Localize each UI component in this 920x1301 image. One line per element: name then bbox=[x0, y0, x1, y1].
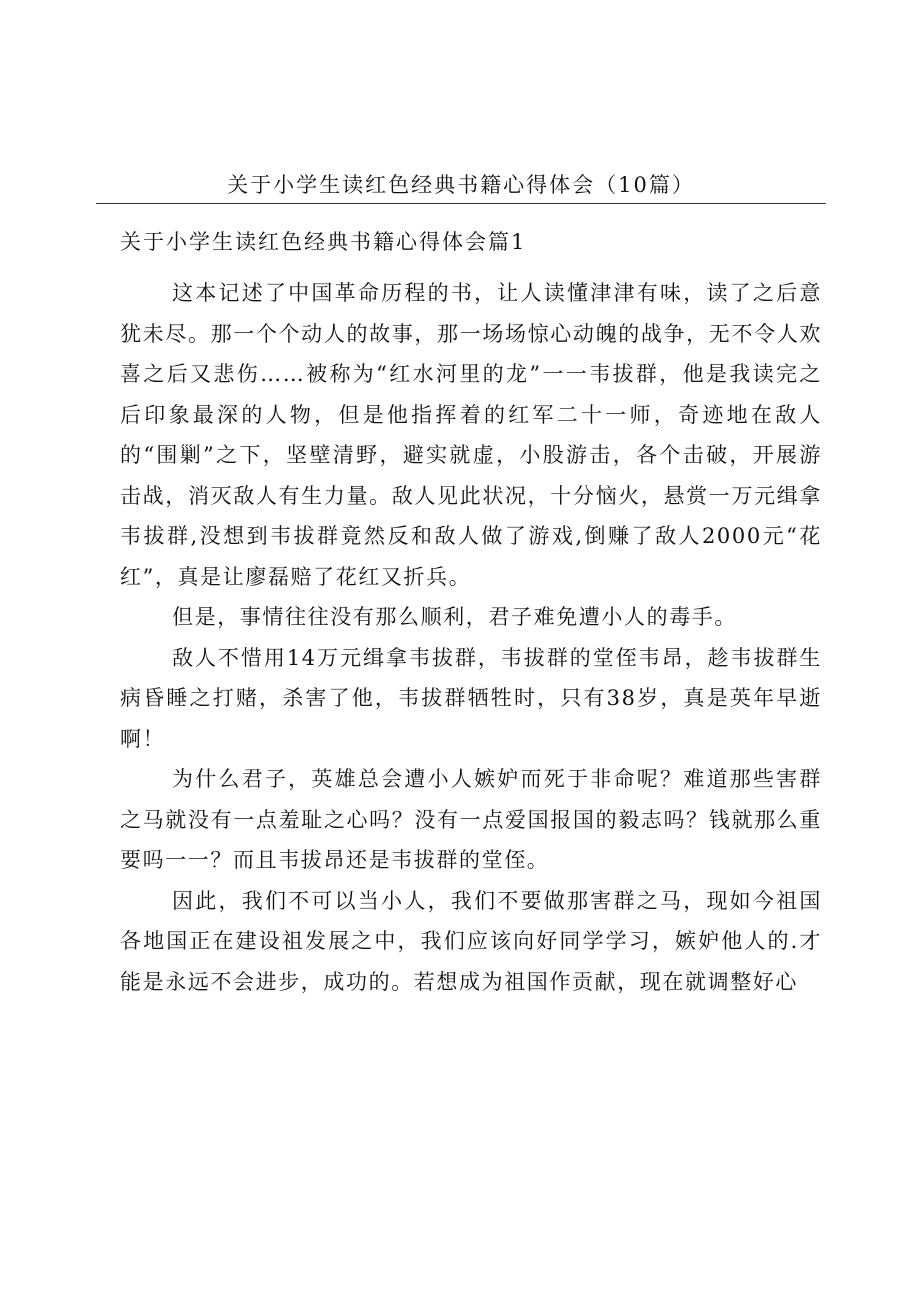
section-heading: 关于小学生读红色经典书籍心得体会篇1 bbox=[120, 230, 527, 254]
paragraph-1: 这本记述了中国革命历程的书，让人读懂津津有味，读了之后意犹未尽。那一个个动人的故事，那一场场惊心动魄的战争，无不令人欢喜之后又悲伤……被称为“红水河里的龙”一一韦拔群，他是我读完之后印象最深的人物，但是他指挥着的红军二十一师，奇迹地在敌人的“围剿”之下，坚壁清野，避实就虚，小股游击，各个击破，开展游击战，消灭敌人有生力量。敌人见此状况，十分恼火，悬赏一万元缉拿韦拔群,没想到韦拔群竟然反和敌人做了游戏,倒赚了敌人2000元“花红”，真是让廖磊赔了花红又折兵。 bbox=[120, 281, 822, 589]
paragraph-5: 因此，我们不可以当小人，我们不要做那害群之马，现如今祖国各地国正在建设祖发展之中，我们应该向好同学学习，嫉妒他人的.才能是永远不会进步，成功的。若想成为祖国作贡献，现在就调整好心 bbox=[120, 888, 822, 994]
paragraph-3: 敌人不惜用14万元缉拿韦拔群，韦拔群的堂侄韦昂，趁韦拔群生病昏睡之打赌，杀害了他，韦拔群牺牲时，只有38岁，真是英年早逝啊！ bbox=[120, 645, 822, 751]
document-body bbox=[120, 273, 822, 1002]
document-title: 关于小学生读红色经典书籍心得体会（10篇） bbox=[227, 173, 695, 197]
title-underline bbox=[96, 203, 826, 204]
paragraph-2: 但是，事情往往没有那么顺利，君子难免遭小人的毒手。 bbox=[172, 605, 737, 629]
paragraph-4: 为什么君子，英雄总会遭小人嫉妒而死于非命呢？难道那些害群之马就没有一点羞耻之心吗？没有一点爱国报国的毅志吗？钱就那么重要吗一一？而且韦拔昂还是韦拔群的堂侄。 bbox=[120, 767, 822, 872]
